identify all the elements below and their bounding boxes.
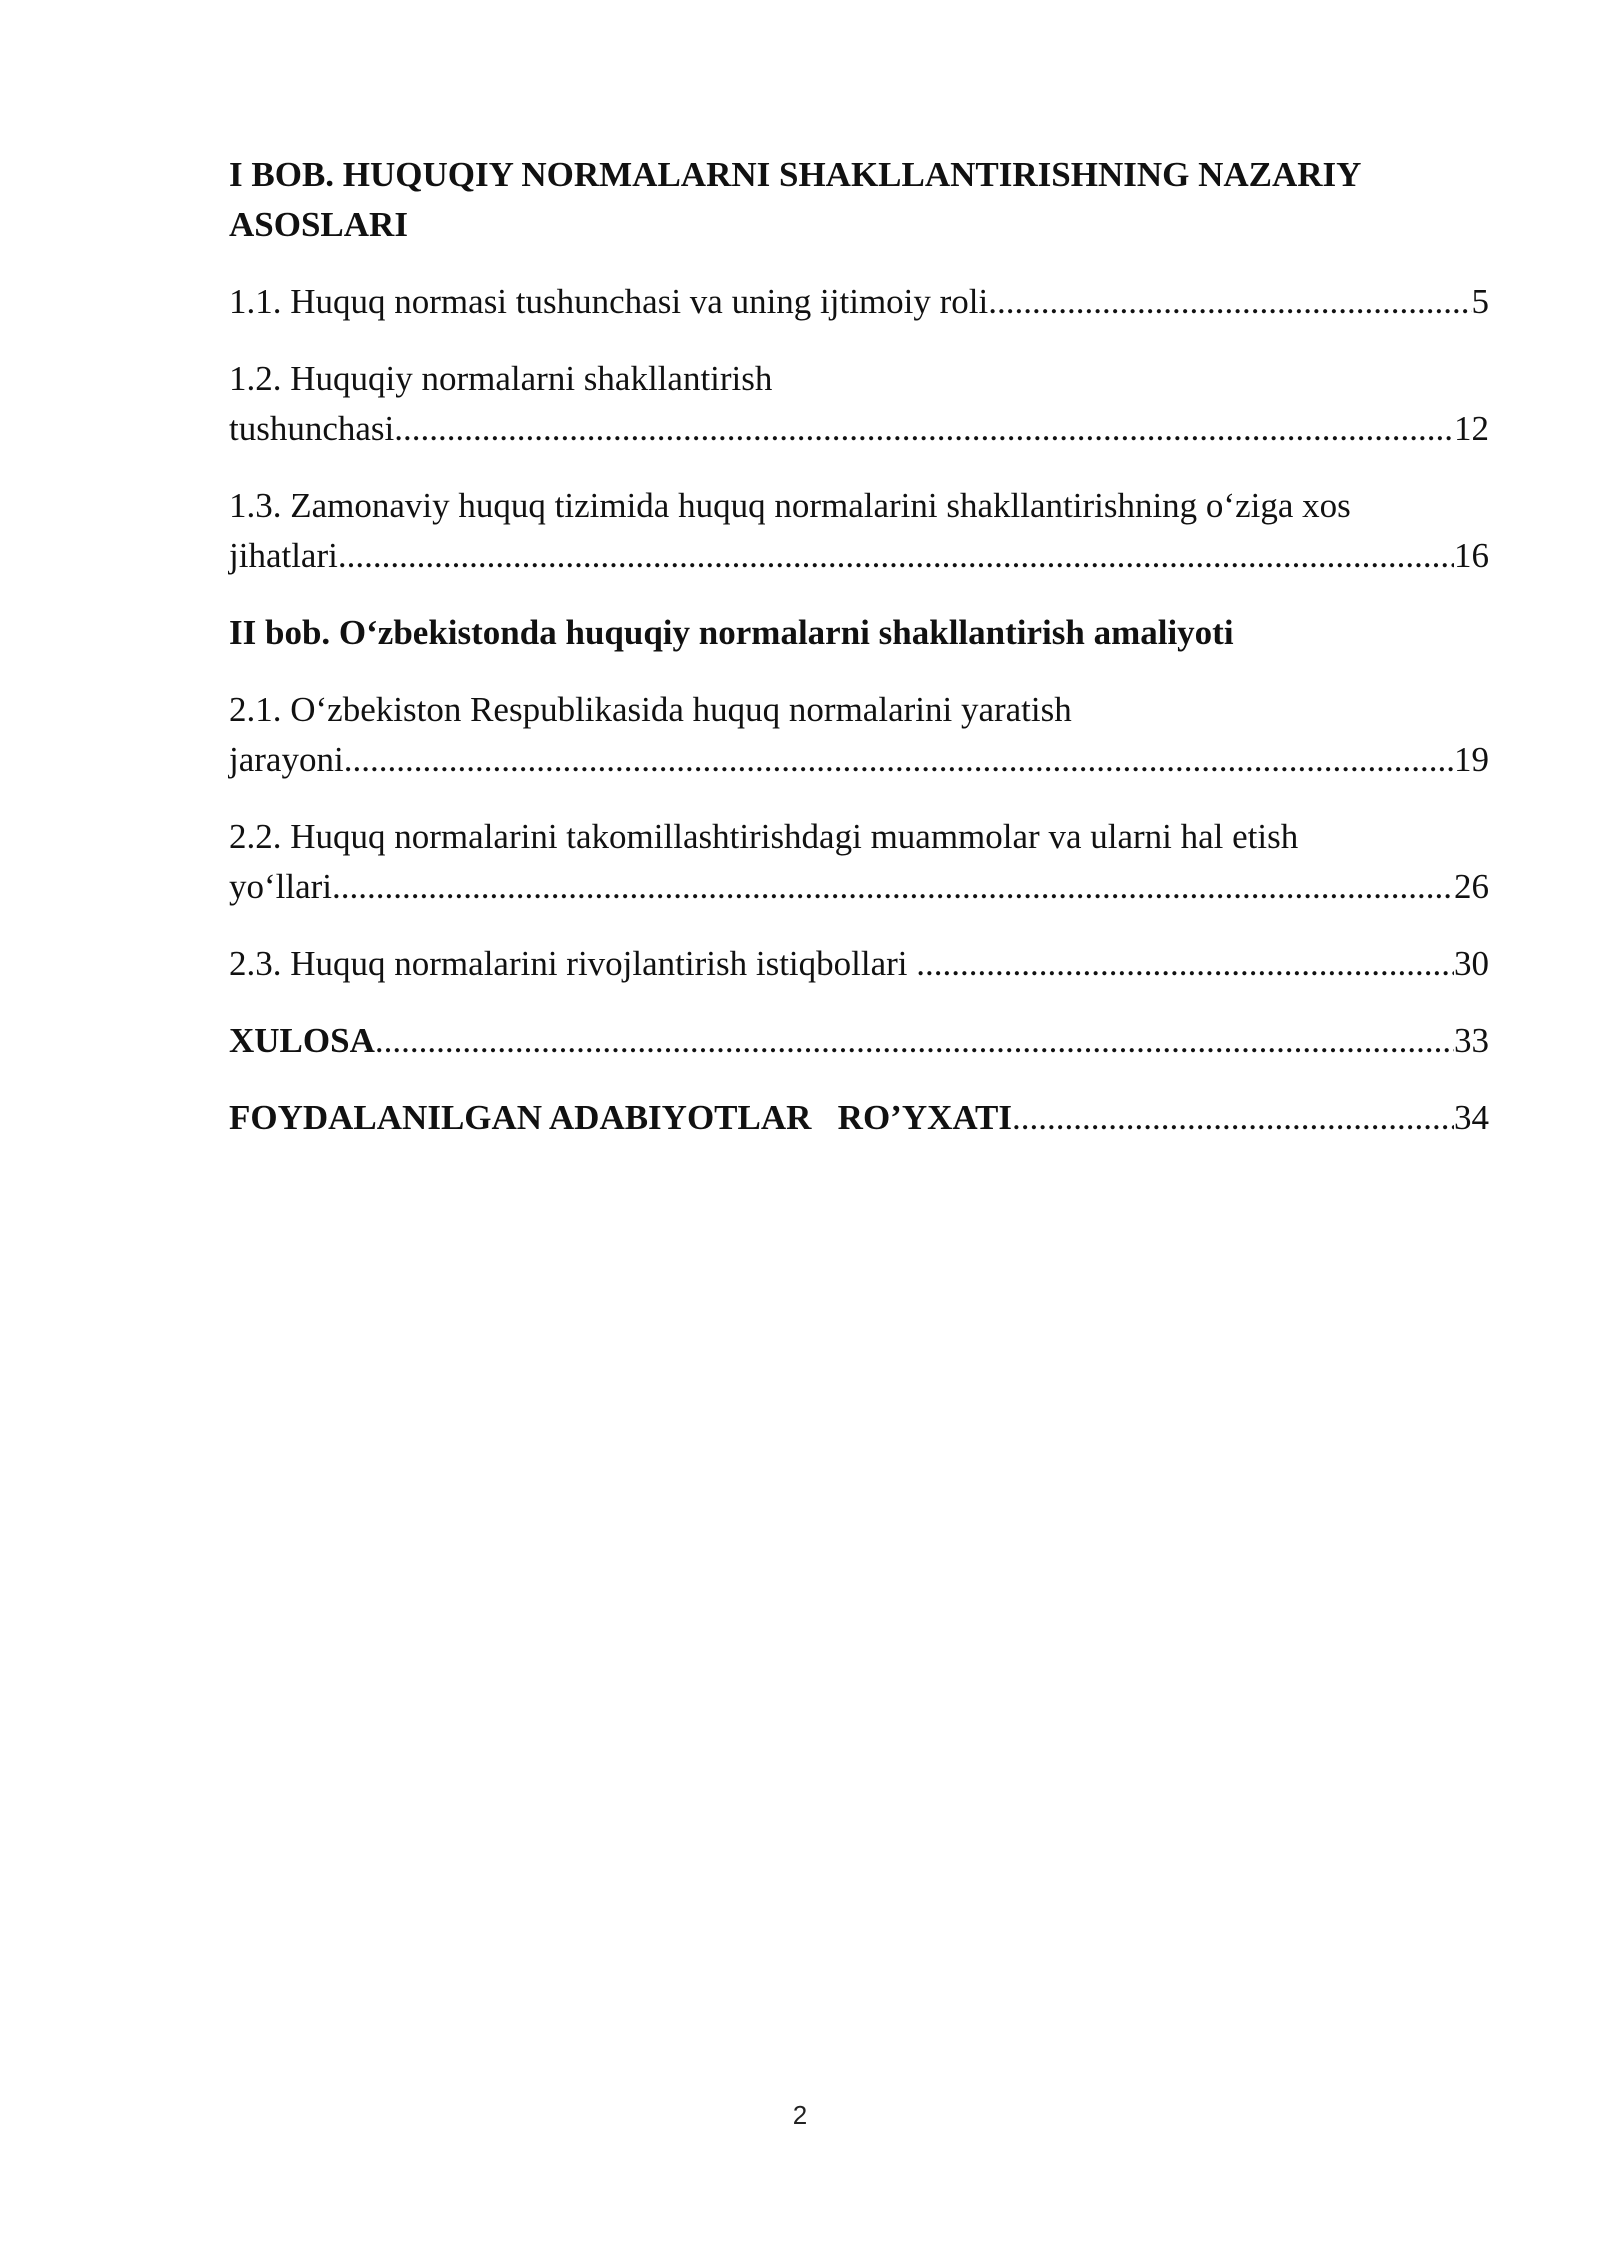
toc-page-number: 12 [1454,409,1489,448]
toc-entry-text: tushunchasi [229,409,395,448]
chapter-1-title-line1: I BOB. HUQUQIY NORMALARNI SHAKLLANTIRISHNING NAZARIY [229,155,1362,194]
dot-leader [1012,1093,1454,1143]
page-number: 2 [792,2100,808,2130]
toc-entry-text-line1: 2.2. Huquq normalarini takomillashtirishdagi muammolar va ularni hal etish [229,817,1299,856]
toc-entry-2-3[interactable] [229,939,1489,989]
toc-page-number: 33 [1454,1021,1489,1060]
table-of-contents [229,150,1489,1170]
dot-leader [988,277,1471,327]
toc-entry-text: 2.3. Huquq normalarini rivojlantirish istiqbollari [229,944,917,983]
chapter-2-heading [229,608,1489,658]
conclusion-title: XULOSA [229,1021,375,1060]
toc-entry-text: jarayoni [229,740,344,779]
toc-entry-text: 1.1. Huquq normasi tushunchasi va uning ijtimoiy roli [229,282,989,321]
chapter-2-title: II bob. O‘zbekistonda huquqiy normalarni shakllantirish amaliyoti [229,613,1234,652]
toc-entry-text-line1: 1.2. Huquqiy normalarni shakllantirish [229,359,773,398]
toc-entry-1-3[interactable] [229,481,1489,581]
toc-page-number: 16 [1454,536,1489,575]
toc-page-number: 26 [1454,867,1489,906]
toc-entry-text: jihatlari [229,536,338,575]
toc-page-number: 19 [1454,740,1489,779]
dot-leader [344,735,1454,785]
dot-leader [375,1016,1454,1066]
toc-entry-text: yo‘llari [229,867,333,906]
toc-entry-conclusion[interactable] [229,1016,1489,1066]
chapter-1-title-line2: ASOSLARI [229,205,408,244]
toc-entry-text-line1: 1.3. Zamonaviy huquq tizimida huquq normalarini shakllantirishning o‘ziga xos [229,486,1351,525]
dot-leader [394,404,1454,454]
toc-page-number: 34 [1454,1098,1489,1137]
toc-entry-text-line1: 2.1. O‘zbekiston Respublikasida huquq normalarini yaratish [229,690,1072,729]
toc-entry-2-1[interactable] [229,685,1489,785]
toc-entry-1-2[interactable] [229,354,1489,454]
toc-entry-1-1[interactable] [229,277,1489,327]
dot-leader [332,862,1454,912]
toc-page-number: 30 [1454,944,1489,983]
chapter-1-heading [229,150,1489,250]
toc-entry-references[interactable] [229,1093,1489,1143]
toc-entry-2-2[interactable] [229,812,1489,912]
toc-page-number: 5 [1471,282,1489,321]
dot-leader [916,939,1454,989]
references-title: FOYDALANILGAN ADABIYOTLAR RO’YXATI [229,1098,1013,1137]
dot-leader [338,531,1454,581]
